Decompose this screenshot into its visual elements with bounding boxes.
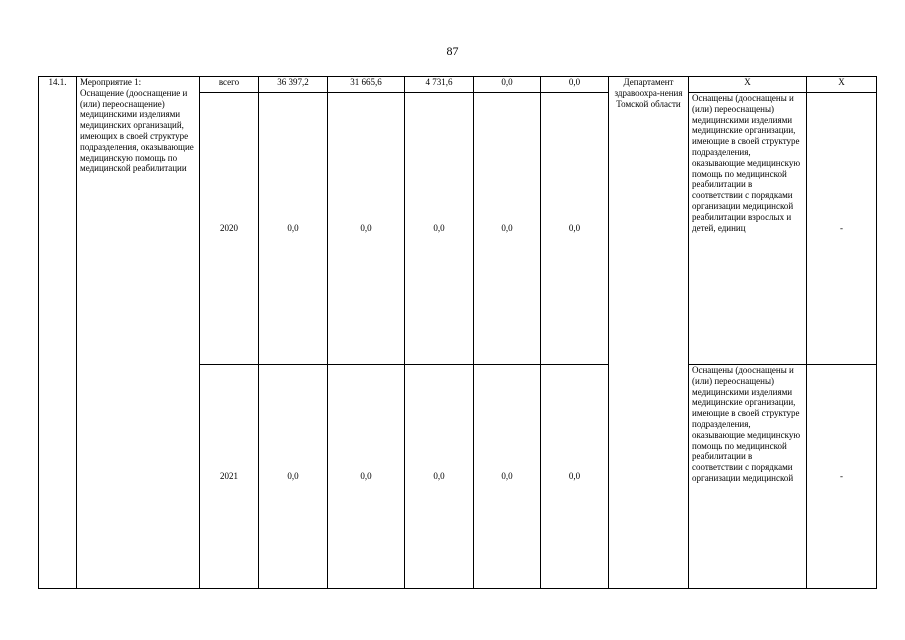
page-number: 87 — [446, 44, 459, 58]
value-cell: 0,0 — [541, 93, 609, 365]
value-cell: 31 665,6 — [328, 77, 405, 93]
item-description-cell — [77, 77, 200, 589]
value-cell: 0,0 — [405, 365, 474, 589]
indicator-cell: X — [689, 77, 807, 93]
value-cell: 0,0 — [474, 93, 541, 365]
department-cell: Департамент здравоохра-нения Томской области — [609, 77, 689, 589]
value-cell: 0,0 — [259, 365, 328, 589]
value-cell: 0,0 — [259, 93, 328, 365]
value-cell: 0,0 — [541, 365, 609, 589]
value-cell: 0,0 — [474, 365, 541, 589]
indicator-cell: Оснащены (дооснащены и (или) переоснащены) медицинскими изделиями медицинские организации, имеющие в своей структуре подразделения, оказывающие медицинскую помощь по медицинской реабилитации в соответствии с порядками организации медицинской — [689, 365, 807, 589]
indicator-cell: Оснащены (дооснащены и (или) переоснащены) медицинскими изделиями медицинские организации, имеющие в своей структуре подразделения, оказывающие медицинскую помощь по медицинской реабилитации в соответствии с порядками организации медицинской реабилитации взрослых и детей, единиц — [689, 93, 807, 365]
item-description: Оснащение (дооснащение и (или) переоснащение) медицинскими изделиями медицинских организаций, имеющих в своей структуре подразделения, оказывающие медицинскую помощь по медицинской реабилитации — [80, 87, 194, 174]
value-cell: 0,0 — [541, 77, 609, 93]
value-cell: 0,0 — [474, 77, 541, 93]
period-cell: 2021 — [200, 365, 259, 589]
indicator-value-cell: - — [807, 93, 877, 365]
table-row — [39, 77, 877, 93]
period-cell: всего — [200, 77, 259, 93]
indicator-value-cell: X — [807, 77, 877, 93]
period-cell: 2020 — [200, 93, 259, 365]
item-title: Мероприятие 1: — [80, 77, 142, 87]
value-cell: 0,0 — [328, 93, 405, 365]
item-number: 14.1. — [39, 77, 77, 589]
value-cell: 0,0 — [328, 365, 405, 589]
indicator-value-cell: - — [807, 365, 877, 589]
program-table — [38, 76, 877, 589]
value-cell: 36 397,2 — [259, 77, 328, 93]
value-cell: 0,0 — [405, 93, 474, 365]
value-cell: 4 731,6 — [405, 77, 474, 93]
